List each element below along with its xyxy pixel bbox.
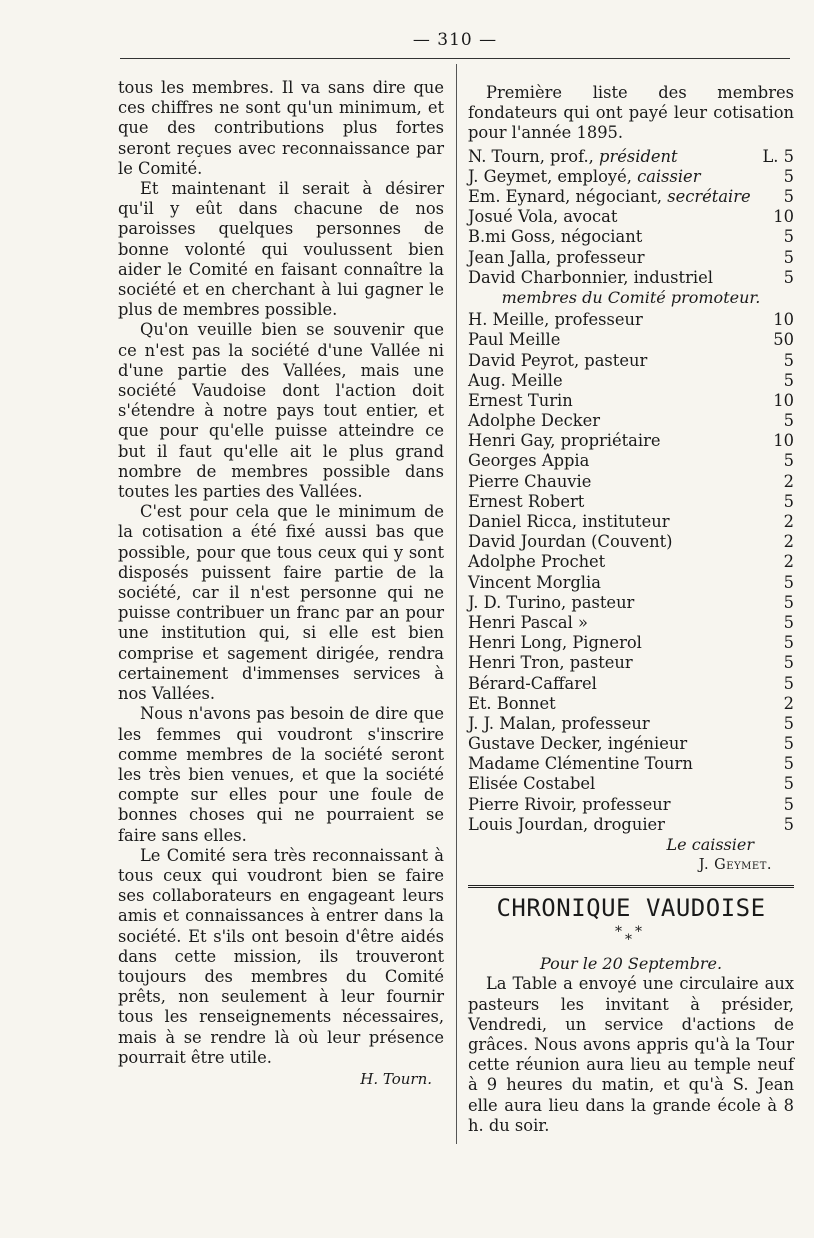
member-name-text: Henri Pascal » xyxy=(468,612,588,632)
member-name-text: Louis Jourdan, droguier xyxy=(468,814,665,834)
member-name xyxy=(468,371,563,391)
member-name xyxy=(468,451,589,471)
member-name xyxy=(468,351,647,371)
member-amount: 5 xyxy=(783,774,794,794)
member-name-text: Bérard-Caffarel xyxy=(468,673,597,693)
member-name xyxy=(468,310,643,330)
paragraph: C'est pour cela que le minimum de la cotisation a été fixé aussi bas que possible, pour que tous ceux qui y sont disposés puissent faire partie de la société, car il n'est personne qui ne puisse contribuer un franc par an pour une institution qui, si elle est bien comprise et sagement dirigée, rendra certainement d'immenses services à nos Vallées. xyxy=(118,502,444,704)
member-name-text: Henri Gay, propriétaire xyxy=(468,431,661,451)
member-name xyxy=(468,512,670,532)
member-name-text: Et. Bonnet xyxy=(468,693,556,713)
member-name xyxy=(468,472,591,492)
member-name-text: J. J. Malan, professeur xyxy=(468,713,650,733)
member-amount: 5 xyxy=(783,491,794,511)
signature: H. Tourn. xyxy=(360,1069,432,1088)
caissier-label: Le caissier xyxy=(666,835,754,854)
member-name-text: Paul Meille xyxy=(468,330,561,350)
list-item xyxy=(468,330,794,350)
member-name-text: Georges Appia xyxy=(468,451,590,471)
member-name xyxy=(468,552,605,572)
list-item xyxy=(468,754,794,774)
member-role: caissier xyxy=(637,166,701,186)
member-amount: 10 xyxy=(773,390,794,410)
member-amount: 5 xyxy=(783,612,794,632)
member-name-text: Madame Clémentine Tourn xyxy=(468,754,693,774)
member-amount: 5 xyxy=(783,370,794,390)
member-name-text: David Peyrot, pasteur xyxy=(468,350,648,370)
member-name-text: Adolphe Decker xyxy=(468,411,600,431)
member-amount: 5 xyxy=(783,451,794,471)
member-name-text: Ernest Turin xyxy=(468,390,573,410)
list-item xyxy=(468,147,794,167)
paragraph: Nous n'avons pas besoin de dire que les femmes qui voudront s'inscrire comme membres de la société seront les très bien venues, et que la société compte sur elles pour une foule de bonnes choses qui ne pourraient se faire sans elles. xyxy=(118,704,444,845)
member-amount: 5 xyxy=(783,247,794,267)
list-item xyxy=(468,431,794,451)
member-amount: 10 xyxy=(773,310,794,330)
member-role: président xyxy=(599,146,678,166)
member-role: secrétaire xyxy=(667,186,751,206)
member-amount: 2 xyxy=(783,512,794,531)
member-name-text: Josué Vola, avocat xyxy=(468,207,618,227)
list-item xyxy=(468,391,794,411)
member-name xyxy=(468,694,556,714)
member-amount: 10 xyxy=(773,431,794,451)
member-name xyxy=(468,714,650,734)
list-item xyxy=(468,795,794,815)
member-name xyxy=(468,248,645,268)
paragraph: Le Comité sera très reconnaissant à tous ceux qui voudront bien se faire ses collaborateurs en engageant leurs amis et connaissances à entrer dans la société. Et s'ils ont besoin d'être aidés dans cette mission, ils trouveront toujours des membres du Comité prêts, non seulement à leur fournir tous les renseignements nécessaires, mais à se rendre là où leur présence pourrait être utile. xyxy=(118,845,444,1067)
member-name-text: Daniel Ricca, instituteur xyxy=(468,512,670,531)
asterism-star: * xyxy=(625,932,632,949)
member-name-text: N. Tourn, prof., xyxy=(468,146,600,166)
list-item xyxy=(468,512,794,532)
member-amount: 5 xyxy=(783,633,794,653)
list-item xyxy=(468,573,794,593)
member-name-text: Ernest Robert xyxy=(468,491,585,511)
list-item xyxy=(468,472,794,492)
paragraph: Et maintenant il serait à désirer qu'il y eût dans chacune de nos paroisses quelques personnes de bonne volonté qui voulussent bien aider le Comité en faisant connaître la société et en cherchant à lui gagner le plus de membres possible. xyxy=(118,179,444,320)
list-item xyxy=(468,694,794,714)
header-rule xyxy=(120,58,790,59)
member-name xyxy=(468,227,642,247)
member-name-text: Gustave Decker, ingénieur xyxy=(468,734,688,754)
list-item xyxy=(468,613,794,633)
list-item xyxy=(468,207,794,227)
list-item xyxy=(468,532,794,552)
member-name-text: Jean Jalla, professeur xyxy=(468,247,645,267)
member-name xyxy=(468,147,678,167)
caissier-name: J. Geymet. xyxy=(698,857,772,874)
member-amount: 5 xyxy=(783,227,794,247)
founders-list xyxy=(468,147,794,288)
member-name-text: B.mi Goss, négociant xyxy=(468,227,643,247)
list-item xyxy=(468,633,794,653)
member-name xyxy=(468,207,617,227)
member-amount: 5 xyxy=(783,754,794,774)
member-name-text: Pierre Chauvie xyxy=(468,471,592,491)
chronicle-text: La Table a envoyé une circulaire aux pasteurs les invitant à présider, Vendredi, un service d'actions de grâces. Nous avons appris qu'à la Tour cette réunion aura lieu au temple neuf à 9 heures du matin, et qu'à S. Jean elle aura lieu dans la grande école à 8 h. du soir. xyxy=(468,974,794,1135)
paragraph: tous les membres. Il va sans dire que ces chiffres ne sont qu'un minimum, et que des contributions plus fortes seront reçues avec reconnaissance par le Comité. xyxy=(118,78,444,178)
member-name-text: Em. Eynard, négociant, xyxy=(468,186,668,206)
member-name xyxy=(468,613,588,633)
member-name xyxy=(468,754,693,774)
member-name xyxy=(468,492,584,512)
list-item xyxy=(468,714,794,734)
member-name-text: David Charbonnier, industriel xyxy=(468,267,713,287)
list-item xyxy=(468,411,794,431)
member-name-text: Vincent Morglia xyxy=(468,572,601,592)
member-name xyxy=(468,431,661,451)
member-name xyxy=(468,795,670,815)
member-amount: 10 xyxy=(773,207,794,227)
member-name-text: Aug. Meille xyxy=(468,370,563,390)
member-amount: 5 xyxy=(783,186,794,206)
list-subheading: membres du Comité promoteur. xyxy=(501,287,761,307)
member-amount: 5 xyxy=(783,673,794,693)
section-title: CHRONIQUE VAUDOISE xyxy=(496,894,766,923)
list-item xyxy=(468,552,794,572)
member-name xyxy=(468,593,634,613)
member-name-text: Elisée Costabel xyxy=(468,774,596,794)
list-item xyxy=(468,451,794,471)
member-name xyxy=(468,774,595,794)
list-item xyxy=(468,351,794,371)
member-name xyxy=(468,187,751,207)
member-name-text: David Jourdan (Couvent) xyxy=(468,532,673,552)
list-item xyxy=(468,674,794,694)
members-list xyxy=(468,310,794,835)
member-amount: 5 xyxy=(783,267,794,287)
member-amount: 50 xyxy=(773,330,794,350)
list-item xyxy=(468,227,794,247)
list-item xyxy=(468,371,794,391)
left-column xyxy=(118,78,444,1094)
asterism-star: * xyxy=(635,924,642,941)
member-name xyxy=(468,674,597,694)
list-item xyxy=(468,815,794,835)
member-name xyxy=(468,391,573,411)
member-name xyxy=(468,815,665,835)
member-name xyxy=(468,532,672,552)
column-divider xyxy=(456,64,457,1144)
member-name-text: J. Geymet, employé, xyxy=(468,166,638,186)
member-amount: 2 xyxy=(783,532,794,552)
member-name xyxy=(468,573,601,593)
member-name xyxy=(468,268,713,288)
member-amount: 2 xyxy=(783,471,794,491)
member-name xyxy=(468,330,560,350)
member-amount: 5 xyxy=(783,592,794,612)
member-name-text: Adolphe Prochet xyxy=(468,552,606,572)
member-amount: 2 xyxy=(783,693,794,713)
member-name-text: Henri Tron, pasteur xyxy=(468,653,633,673)
list-intro: Première liste des membres fondateurs qui ont payé leur cotisation pour l'année 1895. xyxy=(468,83,794,143)
list-item xyxy=(468,248,794,268)
member-name xyxy=(468,167,700,187)
member-amount: 5 xyxy=(783,814,794,834)
member-name-text: Henri Long, Pignerol xyxy=(468,633,642,653)
member-amount: 2 xyxy=(783,552,794,572)
member-amount: 5 xyxy=(783,794,794,814)
list-item xyxy=(468,653,794,673)
member-amount: 5 xyxy=(783,572,794,592)
list-item xyxy=(468,310,794,330)
member-name-text: J. D. Turino, pasteur xyxy=(468,592,635,612)
list-item xyxy=(468,187,794,207)
list-item xyxy=(468,774,794,794)
list-item xyxy=(468,734,794,754)
list-item xyxy=(468,167,794,187)
list-item xyxy=(468,492,794,512)
list-item xyxy=(468,268,794,288)
member-amount: 5 xyxy=(783,166,794,186)
right-column xyxy=(468,83,794,1136)
member-amount: 5 xyxy=(783,734,794,754)
section-rule xyxy=(468,885,794,888)
member-name xyxy=(468,734,687,754)
member-amount: 5 xyxy=(783,411,794,431)
member-amount: L. 5 xyxy=(762,146,794,166)
asterism xyxy=(468,922,794,950)
member-name-text: H. Meille, professeur xyxy=(468,310,643,330)
section-subtitle: Pour le 20 Septembre. xyxy=(539,954,723,974)
list-item xyxy=(468,593,794,613)
member-amount: 5 xyxy=(783,350,794,370)
member-name xyxy=(468,633,642,653)
member-name-text: Pierre Rivoir, professeur xyxy=(468,794,671,814)
page-number: — 310 — xyxy=(412,30,498,50)
paragraph: Qu'on veuille bien se souvenir que ce n'est pas la société d'une Vallée ni d'une partie des Vallées, mais une société Vaudoise dont l'action doit s'étendre à notre pays tout entier, et que pour qu'elle puisse atteindre ce but il faut qu'elle ait le plus grand nombre de membres possible dans toutes les parties des Vallées. xyxy=(118,320,444,502)
member-amount: 5 xyxy=(783,713,794,733)
asterism-star: * xyxy=(615,924,622,941)
member-name xyxy=(468,411,600,431)
member-name xyxy=(468,653,633,673)
member-amount: 5 xyxy=(783,653,794,673)
